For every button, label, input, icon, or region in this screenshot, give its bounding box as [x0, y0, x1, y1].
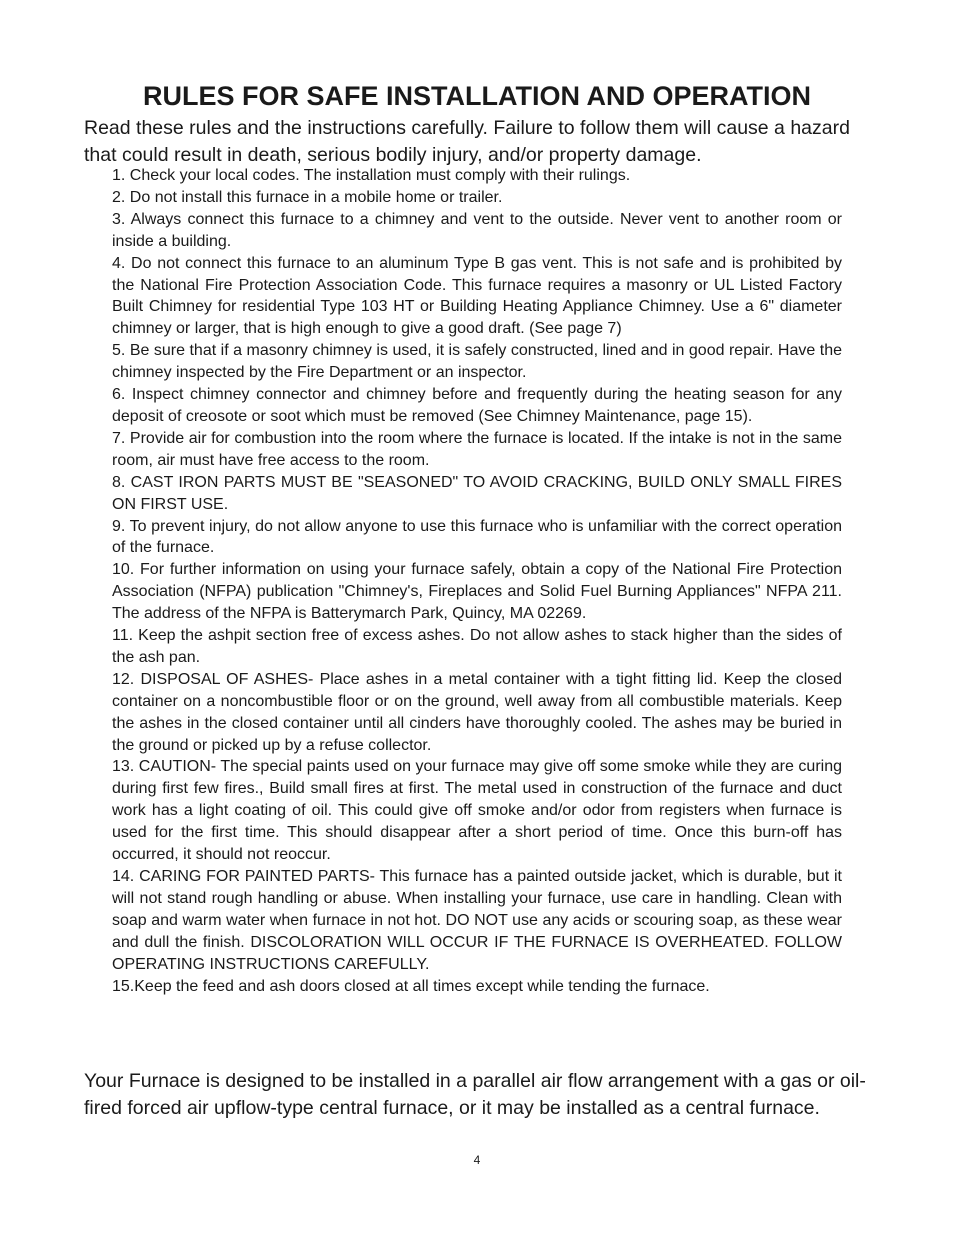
intro-paragraph: Read these rules and the instructions carefully. Failure to follow them will cause a hazard that could result in death, serious bodily injury, and/or property damage. — [84, 117, 850, 166]
page-number: 4 — [473, 1153, 481, 1167]
rule-item: 1. Check your local codes. The installation must comply with their rulings. — [112, 167, 631, 184]
closing-paragraph: Your Furnace is designed to be installed in a parallel air flow arrangement with a gas or oil-fired forced air upflow-type central furnace, or it may be installed as a central furnace. — [84, 1070, 866, 1119]
rule-item: 3. Always connect this furnace to a chimney and vent to the outside. Never vent to another room or inside a building. — [112, 210, 842, 250]
rule-item: 8. CAST IRON PARTS MUST BE "SEASONED" TO AVOID CRACKING, BUILD ONLY SMALL FIRES ON FIRST USE. — [112, 473, 842, 513]
rule-item: 15.Keep the feed and ash doors closed at all times except while tending the furnace. — [112, 977, 710, 995]
rule-item: 14. CARING FOR PAINTED PARTS- This furnace has a painted outside jacket, which is durable, but it will not stand rough handling or abuse. When installing your furnace, use care in handling. Clean with soap and warm water when furnace in not hot. DO NOT use any acids or scouring soap, as these wear and dull the finish. DISCOLORATION WILL OCCUR IF THE FURNACE IS OVERHEATED. FOLLOW OPERATING INSTRUCTIONS CAREFULLY. — [112, 868, 842, 973]
rule-item: 13. CAUTION- The special paints used on your furnace may give off some smoke while they are curing during first few fires., Build small fires at first. The metal used in construction of the furnace and duct work has a light coating of oil. This could give off smoke and/or odor from registers when furnace is used for the first time. This should disappear after a short period of time. Once this burn-off has occurred, it should not reoccur. — [112, 758, 842, 864]
rule-item: 4. Do not connect this furnace to an aluminum Type B gas vent. This is not safe and is prohibited by the National Fire Protection Association Code. This furnace requires a masonry or UL Listed Factory Built Chimney for residential Type 103 HT or Building Heating Appliance Chimney. Use a 6" diameter chimney or larger, that is high enough to give a good draft. (See page 7) — [112, 254, 842, 338]
rules-list — [112, 165, 842, 997]
rule-item: 12. DISPOSAL OF ASHES- Place ashes in a metal container with a tight fitting lid. Keep the closed container on a noncombustible floor or on the ground, well away from all combustible materials. Keep the ashes in the closed container until all cinders have thoroughly cooled. The ashes may be buried in the ground or picked up by a refuse collector. — [112, 670, 842, 754]
rule-item: 7. Provide air for combustion into the room where the furnace is located. If the intake is not in the same room, air must have free access to the room. — [112, 429, 842, 469]
rule-item: 9. To prevent injury, do not allow anyone to use this furnace who is unfamiliar with the correct operation of the furnace. — [112, 517, 842, 557]
rule-item: 5. Be sure that if a masonry chimney is used, it is safely constructed, lined and in good repair. Have the chimney inspected by the Fire Department or an inspector. — [112, 342, 842, 382]
rule-item: 6. Inspect chimney connector and chimney before and frequently during the heating season for any deposit of creosote or soot which must be removed (See Chimney Maintenance, page 15). — [112, 386, 842, 425]
rule-item: 11. Keep the ashpit section free of excess ashes. Do not allow ashes to stack higher than the sides of the ash pan. — [112, 627, 842, 666]
page-title: RULES FOR SAFE INSTALLATION AND OPERATION — [143, 81, 811, 111]
rule-item: 10. For further information on using your furnace safely, obtain a copy of the National Fire Protection Association (NFPA) publication "Chimney's, Fireplaces and Solid Fuel Burning Appliances" NFPA 211. The address of the NFPA is Batterymarch Park, Quincy, MA 02269. — [112, 561, 842, 623]
rule-item: 2. Do not install this furnace in a mobile home or trailer. — [112, 188, 503, 206]
